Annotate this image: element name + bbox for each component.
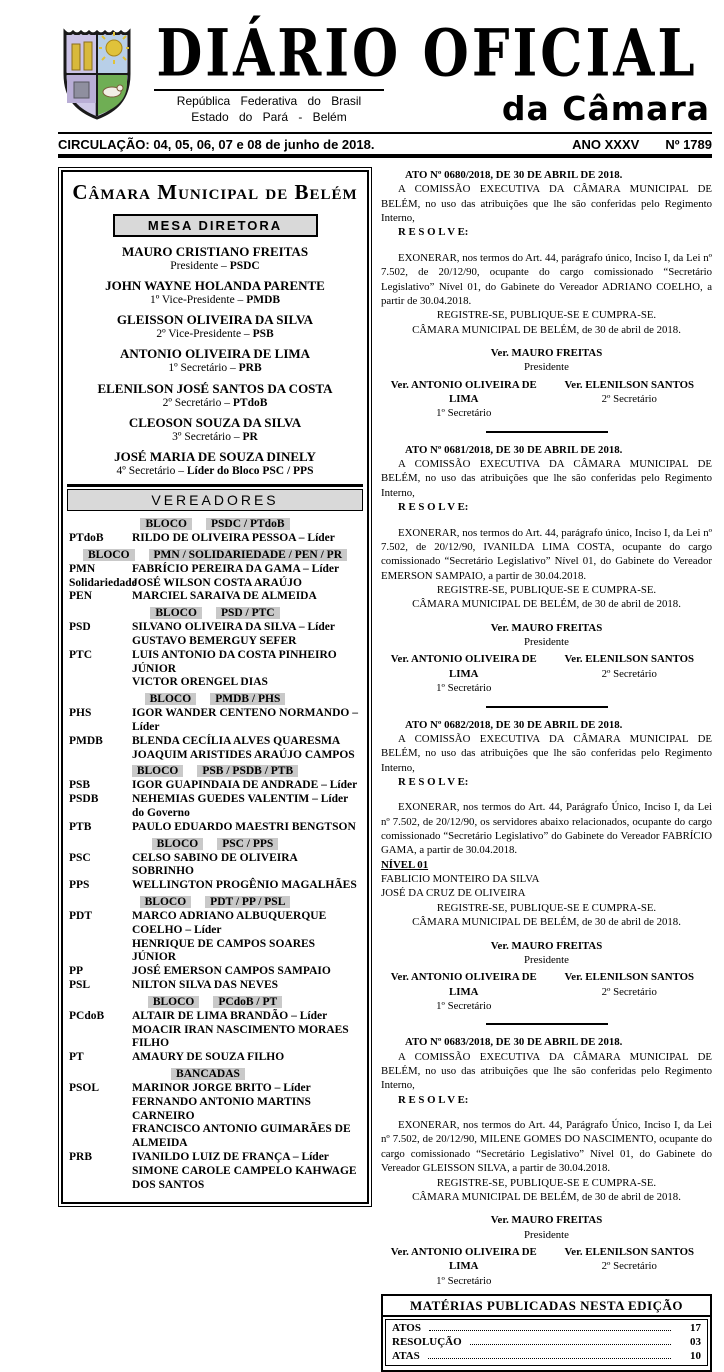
vereador-name: SILVANO OLIVEIRA DA SILVA – Líder: [132, 621, 335, 634]
party-bloc: [69, 693, 361, 762]
vereadores-heading: VEREADORES: [67, 489, 363, 511]
vereador-name: BLENDA CECÍLIA ALVES QUARESMA: [132, 734, 341, 747]
member-name: CLEOSON SOUZA DA SILVA: [128, 414, 302, 430]
ato-servidores: [381, 872, 712, 901]
secretaries-signatures: [381, 1245, 712, 1288]
member-party: PR: [242, 430, 258, 443]
vereador-row: [69, 676, 361, 690]
vereador-name: JOSÉ WILSON COSTA ARAÚJO: [132, 576, 302, 589]
ato-resolve: R E S O L V E:: [398, 1093, 469, 1106]
secretary-2: Ver. ELENILSON SANTOS 2º Secretário: [564, 1246, 694, 1273]
party-bloc: [69, 838, 361, 893]
member-party: Líder do Bloco PSC / PPS: [186, 464, 314, 477]
ato-block: [381, 168, 712, 433]
ato-registre: REGISTRE-SE, PUBLIQUE-SE E CUMPRA-SE.: [436, 309, 657, 322]
party-bloc: [69, 518, 361, 546]
vereador-name: NEHEMIAS GUEDES VALENTIM – Líder do Governo: [132, 793, 348, 820]
vereador-row: [69, 779, 361, 793]
ato-opening: A COMISSÃO EXECUTIVA DA CÂMARA MUNICIPAL DE BELÉM, no uso das atribuições que lhe são conferidas pelo Regimento Interno,: [381, 1050, 712, 1092]
vereador-party: PTB: [69, 820, 92, 833]
vereador-party: PTdoB: [69, 532, 104, 545]
materias-label: ATAS: [392, 1350, 420, 1363]
vereador-row: [69, 793, 361, 821]
materias-row: [390, 1349, 703, 1363]
chamber-title: Câmara Municipal de Belém: [72, 180, 358, 204]
materias-heading: MATÉRIAS PUBLICADAS NESTA EDIÇÃO: [383, 1296, 710, 1317]
secretary-1: Ver. ANTONIO OLIVEIRA DE LIMA 1º Secretário: [390, 378, 537, 420]
ato-opening: A COMISSÃO EXECUTIVA DA CÂMARA MUNICIPAL DE BELÉM, no uso das atribuições que lhe são conferidas pelo Regimento Interno,: [381, 183, 712, 225]
materias-page: 17: [690, 1322, 701, 1335]
secretary-1: Ver. ANTONIO OLIVEIRA DE LIMA 1º Secretário: [390, 971, 537, 1012]
bloc-label: BLOCO: [145, 693, 197, 705]
ato-nivel-heading: NÍVEL 01: [381, 858, 429, 871]
vereador-party: [69, 938, 132, 966]
vereador-row: [69, 1096, 361, 1124]
vereador-party: PMN: [69, 562, 96, 575]
vereador-name: MARCO ADRIANO ALBUQUERQUE COELHO – Líder: [132, 910, 327, 936]
member-role: 3º Secretário – PR: [172, 430, 258, 443]
bloc-header: [69, 1068, 361, 1080]
dotted-leader: [428, 1351, 671, 1359]
mesa-member: [69, 347, 361, 375]
vereador-row: [69, 649, 361, 677]
secretary-1: Ver. ANTONIO OLIVEIRA DE LIMA 1º Secretário: [390, 1246, 537, 1287]
bloc-label: BLOCO: [150, 607, 202, 619]
ato-divider: [486, 706, 608, 708]
vereador-party: PSDB: [69, 793, 99, 806]
vereadores-groups: [69, 518, 361, 1192]
ato-title: ATO Nº 0681/2018, DE 30 DE ABRIL DE 2018.: [405, 443, 623, 456]
vereador-name: FRANCISCO ANTONIO GUIMARÃES DE ALMEIDA: [132, 1123, 351, 1150]
vereador-row: [69, 749, 361, 763]
member-party: PSDC: [229, 259, 260, 272]
vereador-name: RILDO DE OLIVEIRA PESSOA – Líder: [132, 532, 335, 545]
bloc-members: [69, 1010, 361, 1065]
bloc-header: [69, 896, 361, 908]
vereador-name: LUIS ANTONIO DA COSTA PINHEIRO JÚNIOR: [132, 648, 337, 675]
materias-page: 03: [690, 1336, 701, 1349]
materias-row: [390, 1321, 703, 1335]
vereador-party: [69, 1123, 132, 1151]
secretaries-signatures: [381, 970, 712, 1013]
right-column: [381, 167, 712, 1372]
party-bloc: [69, 1068, 361, 1192]
secretaries-signatures: [381, 652, 712, 695]
member-role: 1º Secretário – PRB: [168, 362, 262, 375]
vereador-party: PSB: [69, 779, 91, 792]
ato-title: ATO Nº 0683/2018, DE 30 DE ABRIL DE 2018.: [405, 1036, 623, 1049]
vereador-row: [69, 821, 361, 835]
bloc-parties: PDT / PP / PSL: [205, 896, 290, 908]
bloc-label: BLOCO: [132, 765, 184, 777]
header-divider: [58, 154, 712, 158]
vereador-name: PAULO EDUARDO MAESTRI BENGTSON: [132, 820, 356, 833]
member-role: 4º Secretário – Líder do Bloco PSC / PPS: [116, 464, 314, 477]
servidor-name: JOSÉ DA CRUZ DE OLIVEIRA: [381, 887, 526, 900]
ato-opening: A COMISSÃO EXECUTIVA DA CÂMARA MUNICIPAL DE BELÉM, no uso das atribuições que lhe são conferidas pelo Regimento Interno,: [381, 458, 712, 499]
ato-camara-line: CÂMARA MUNICIPAL DE BELÉM, de 30 de abril de 2018.: [412, 1190, 681, 1203]
member-party: PTdoB: [232, 396, 268, 409]
vereador-name: VICTOR ORENGEL DIAS: [132, 676, 268, 689]
vereador-party: PTC: [69, 648, 92, 661]
edition-number: Nº 1789: [665, 137, 712, 152]
bloc-header: [69, 838, 361, 850]
ato-title: ATO Nº 0680/2018, DE 30 DE ABRIL DE 2018.: [405, 169, 623, 181]
mesa-member: [69, 279, 361, 307]
ato-resolve: R E S O L V E:: [398, 226, 469, 239]
party-bloc: [69, 896, 361, 993]
vereador-row: [69, 735, 361, 749]
bloc-header: [69, 996, 361, 1008]
bloc-header: [69, 693, 361, 705]
chamber-panel: [58, 167, 372, 1207]
mesa-member: [69, 313, 361, 341]
servidor-name: FABLICIO MONTEIRO DA SILVA: [381, 873, 540, 886]
vereador-name: ALTAIR DE LIMA BRANDÃO – Líder: [132, 1009, 328, 1022]
vereador-row: [69, 590, 361, 604]
bloc-header: [69, 765, 361, 777]
circulation-text: CIRCULAÇÃO: 04, 05, 06, 07 e 08 de junho de 2018.: [58, 137, 375, 152]
vereador-name: IVANILDO LUIZ DE FRANÇA – Líder: [132, 1150, 329, 1163]
vereador-row: [69, 1165, 361, 1193]
ato-resolve: R E S O L V E:: [398, 775, 469, 788]
vereador-row: [69, 910, 361, 938]
secretary-1: Ver. ANTONIO OLIVEIRA DE LIMA 1º Secretário: [390, 653, 537, 695]
president-role: Presidente: [524, 636, 569, 649]
materias-label: ATOS: [392, 1322, 421, 1335]
ato-resolve: R E S O L V E:: [398, 501, 469, 514]
vereador-party: PHS: [69, 707, 92, 720]
vereador-name: NILTON SILVA DAS NEVES: [132, 979, 279, 992]
bloc-members: [69, 563, 361, 604]
subtitle-country: República Federativa do Brasil: [176, 94, 362, 108]
vereador-party: [69, 635, 132, 649]
vereador-party: PSD: [69, 621, 91, 634]
materias-label: RESOLUÇÃO: [392, 1336, 462, 1349]
vereador-party: [69, 1024, 132, 1052]
bloc-members: [69, 1082, 361, 1192]
ato-registre: REGISTRE-SE, PUBLIQUE-SE E CUMPRA-SE.: [436, 901, 657, 914]
bloc-members: [69, 779, 361, 834]
vereador-row: [69, 879, 361, 893]
president-signature: Ver. MAURO FREITAS: [490, 1214, 603, 1227]
vereador-row: [69, 621, 361, 635]
vereador-party: [69, 1165, 132, 1193]
bloc-parties: PSDC / PTdoB: [206, 518, 290, 530]
ato-camara-line: CÂMARA MUNICIPAL DE BELÉM, de 30 de abril de 2018.: [412, 323, 681, 336]
vereador-name: MOACIR IRAN NASCIMENTO MORAES FILHO: [132, 1023, 349, 1050]
ato-camara-line: CÂMARA MUNICIPAL DE BELÉM, de 30 de abril de 2018.: [412, 916, 681, 929]
vereador-party: PT: [69, 1051, 84, 1064]
edition-year: ANO XXXV: [572, 137, 640, 152]
vereador-party: PMDB: [69, 734, 103, 747]
vereador-row: [69, 965, 361, 979]
party-bloc: [69, 996, 361, 1065]
member-party: PMDB: [246, 294, 281, 307]
bloc-label: BLOCO: [140, 896, 192, 908]
ato-block: [381, 1035, 712, 1288]
dotted-leader: [429, 1323, 671, 1331]
vereador-name: GUSTAVO BEMERGUY SEFER: [132, 635, 297, 648]
vereador-name: CELSO SABINO DE OLIVEIRA SOBRINHO: [132, 851, 298, 878]
vereador-name: AMAURY DE SOUZA FILHO: [132, 1051, 285, 1064]
member-role: 2º Secretário – PTdoB: [162, 396, 268, 409]
bloc-label: BANCADAS: [171, 1068, 245, 1080]
bloc-parties: PCdoB / PT: [213, 996, 282, 1008]
ato-registre: REGISTRE-SE, PUBLIQUE-SE E CUMPRA-SE.: [436, 583, 657, 596]
bloc-label: BLOCO: [152, 838, 204, 850]
bloc-members: [69, 621, 361, 690]
bloc-members: [69, 532, 361, 546]
mesa-member: [69, 245, 361, 273]
member-name: GLEISSON OLIVEIRA DA SILVA: [116, 312, 314, 328]
bloc-parties: PMDB / PHS: [210, 693, 285, 705]
member-role: 2º Vice-Presidente – PSB: [156, 328, 274, 341]
vereador-party: PSC: [69, 851, 91, 864]
vereador-row: [69, 852, 361, 880]
secretary-2: Ver. ELENILSON SANTOS 2º Secretário: [564, 971, 694, 998]
left-column: [58, 167, 372, 1207]
bloc-parties: PMN / SOLIDARIEDADE / PEN / PR: [149, 549, 347, 561]
vereador-row: [69, 1010, 361, 1024]
president-role: Presidente: [524, 953, 569, 966]
bloc-members: [69, 707, 361, 762]
ato-camara-line: CÂMARA MUNICIPAL DE BELÉM, de 30 de abril de 2018.: [412, 598, 681, 611]
bloc-header: [69, 607, 361, 619]
member-name: JOSÉ MARIA DE SOUZA DINELY: [114, 448, 316, 464]
secretaries-signatures: [381, 378, 712, 421]
member-role: Presidente – PSDC: [170, 259, 260, 272]
vereador-name: MARINOR JORGE BRITO – Líder: [132, 1082, 311, 1094]
vereador-name: JOAQUIM ARISTIDES ARAÚJO CAMPOS: [132, 748, 355, 761]
vereador-row: [69, 1151, 361, 1165]
mesa-diretora-heading: MESA DIRETORA: [113, 214, 318, 237]
party-bloc: [69, 765, 361, 834]
ato-divider: [486, 431, 608, 433]
vereador-name: FABRÍCIO PEREIRA DA GAMA – Líder: [132, 562, 340, 575]
secretary-2: Ver. ELENILSON SANTOS 2º Secretário: [564, 378, 694, 406]
mesa-member: [69, 416, 361, 444]
member-role: 1º Vice-Presidente – PMDB: [149, 294, 281, 307]
vereador-row: [69, 635, 361, 649]
ato-block: [381, 443, 712, 708]
vereador-row: [69, 1123, 361, 1151]
vereador-name: SIMONE CAROLE CAMPELO KAHWAGE DOS SANTOS: [132, 1164, 357, 1191]
member-name: ANTONIO OLIVEIRA DE LIMA: [119, 346, 311, 362]
gazette-brand: da Câmara: [501, 89, 710, 129]
vereador-row: [69, 1082, 361, 1096]
vereador-row: [69, 563, 361, 577]
vereador-row: [69, 532, 361, 546]
president-signature: Ver. MAURO FREITAS: [490, 346, 603, 359]
vereador-party: PPS: [69, 879, 90, 892]
member-name: MAURO CRISTIANO FREITAS: [121, 244, 309, 259]
member-name: ELENILSON JOSÉ SANTOS DA COSTA: [97, 380, 333, 396]
materias-box: [381, 1294, 712, 1372]
ato-body: EXONERAR, nos termos do Art. 44, parágrafo único, Inciso I, da Lei nº 7.502, de 20/12/90, IVANILDA LIMA COSTA, ocupante do cargo comissionado “Secretário Legislativo” Nível 01, do Gabinete do Vereador EMERSON SAMPAIO, a partir de 30.04.2018.: [381, 526, 712, 582]
ato-title: ATO Nº 0682/2018, DE 30 DE ABRIL DE 2018.: [405, 718, 623, 731]
materias-rows: [385, 1319, 708, 1366]
circulation-bar: [58, 134, 712, 154]
bloc-label: BLOCO: [83, 549, 135, 561]
dotted-leader: [470, 1337, 671, 1345]
vereador-party: PEN: [69, 590, 92, 603]
ato-block: [381, 718, 712, 1026]
vereador-name: FERNANDO ANTONIO MARTINS CARNEIRO: [132, 1095, 311, 1122]
vereador-row: [69, 979, 361, 993]
belem-coat-of-arms-icon: [58, 22, 142, 127]
bloc-label: BLOCO: [140, 518, 192, 530]
ato-body: EXONERAR, nos termos do Art. 44, parágrafo único, Inciso I, da Lei nº 7.502, de 20/12/90, ocupante do cargo comissionado “Secretário Legislativo” Nível 01, do Gabinete do Vereador ADRIANO COELHO, a partir de 30.04.2018.: [381, 251, 712, 307]
materias-row: [390, 1335, 703, 1349]
party-bloc: [69, 607, 361, 690]
ato-body: EXONERAR, nos termos do Art. 44, Parágrafo Único, Inciso I, da Lei nº 7.502, de 20/12/90, MILENE GOMES DO NASCIMENTO, ocupante do cargo comissionado “Secretário Legislativo” Nível 01, do Gabinete do Vereador GLEISSON SILVA, a partir de 30.04.2018.: [381, 1119, 712, 1175]
masthead-subtitle: [154, 89, 384, 125]
vereador-row: [69, 707, 361, 735]
atos-list: [381, 168, 712, 1288]
vereador-party: PP: [69, 965, 84, 978]
ato-opening: A COMISSÃO EXECUTIVA DA CÂMARA MUNICIPAL DE BELÉM, no uso das atribuições que lhe são conferidas pelo Regimento Interno,: [381, 732, 712, 774]
member-party: PSB: [252, 328, 274, 341]
subtitle-state: Estado do Pará - Belém: [191, 109, 347, 124]
vereador-party: PSOL: [69, 1082, 100, 1094]
vereador-name: HENRIQUE DE CAMPOS SOARES JÚNIOR: [132, 937, 316, 964]
bloc-parties: PSD / PTC: [216, 607, 280, 619]
vereador-party: PDT: [69, 910, 92, 923]
vereador-party: [69, 1096, 132, 1124]
vereador-name: IGOR WANDER CENTENO NORMANDO – Líder: [132, 707, 358, 734]
ato-body: EXONERAR, nos termos do Art. 44, Parágrafo Único, Inciso I, da Lei nº 7.502, de 20/12/90, os servidores abaixo relacionados, ocupante do cargo comissionado “Secretário Legislativo” do Gabinete do Vereador FABRÍCIO GAMA, a partir de 30.04.2018.: [381, 801, 712, 857]
vereador-row: [69, 1024, 361, 1052]
vereador-name: WELLINGTON PROGÊNIO MAGALHÃES: [132, 879, 357, 892]
secretary-2: Ver. ELENILSON SANTOS 2º Secretário: [564, 653, 694, 680]
mesa-members-list: [69, 245, 361, 478]
president-signature: Ver. MAURO FREITAS: [490, 621, 603, 634]
vereador-row: [69, 577, 361, 591]
vereador-name: JOSÉ EMERSON CAMPOS SAMPAIO: [132, 965, 331, 978]
bloc-header: [69, 549, 361, 561]
vereador-name: IGOR GUAPINDAIA DE ANDRADE – Líder: [132, 779, 358, 792]
materias-page: 10: [690, 1350, 701, 1363]
masthead: [58, 15, 712, 129]
gazette-title: DIÁRIO OFICIAL: [156, 15, 698, 92]
vereador-party: PCdoB: [69, 1009, 105, 1022]
bloc-members: [69, 910, 361, 993]
member-party: PRB: [238, 362, 262, 375]
mesa-member: [69, 450, 361, 478]
vereador-party: Solidariedade: [69, 576, 137, 589]
vereador-name: MARCIEL SARAIVA DE ALMEIDA: [132, 590, 317, 603]
vereador-party: [69, 676, 132, 690]
vereador-row: [69, 1051, 361, 1065]
bloc-members: [69, 852, 361, 893]
vereador-party: PRB: [69, 1150, 92, 1163]
president-role: Presidente: [524, 361, 569, 374]
vereador-party: PSL: [69, 979, 91, 992]
president-role: Presidente: [524, 1228, 569, 1241]
vereador-party: [69, 749, 132, 763]
party-bloc: [69, 549, 361, 604]
vereador-row: [69, 938, 361, 966]
president-signature: Ver. MAURO FREITAS: [490, 939, 603, 952]
member-name: JOHN WAYNE HOLANDA PARENTE: [105, 278, 325, 294]
bloc-parties: PSB / PSDB / PTB: [197, 765, 298, 777]
mesa-member: [69, 382, 361, 410]
bloc-parties: PSC / PPS: [217, 838, 278, 850]
vereadores-rule: [67, 484, 363, 487]
bloc-label: BLOCO: [148, 996, 200, 1008]
ato-registre: REGISTRE-SE, PUBLIQUE-SE E CUMPRA-SE.: [436, 1176, 657, 1189]
bloc-header: [69, 518, 361, 530]
